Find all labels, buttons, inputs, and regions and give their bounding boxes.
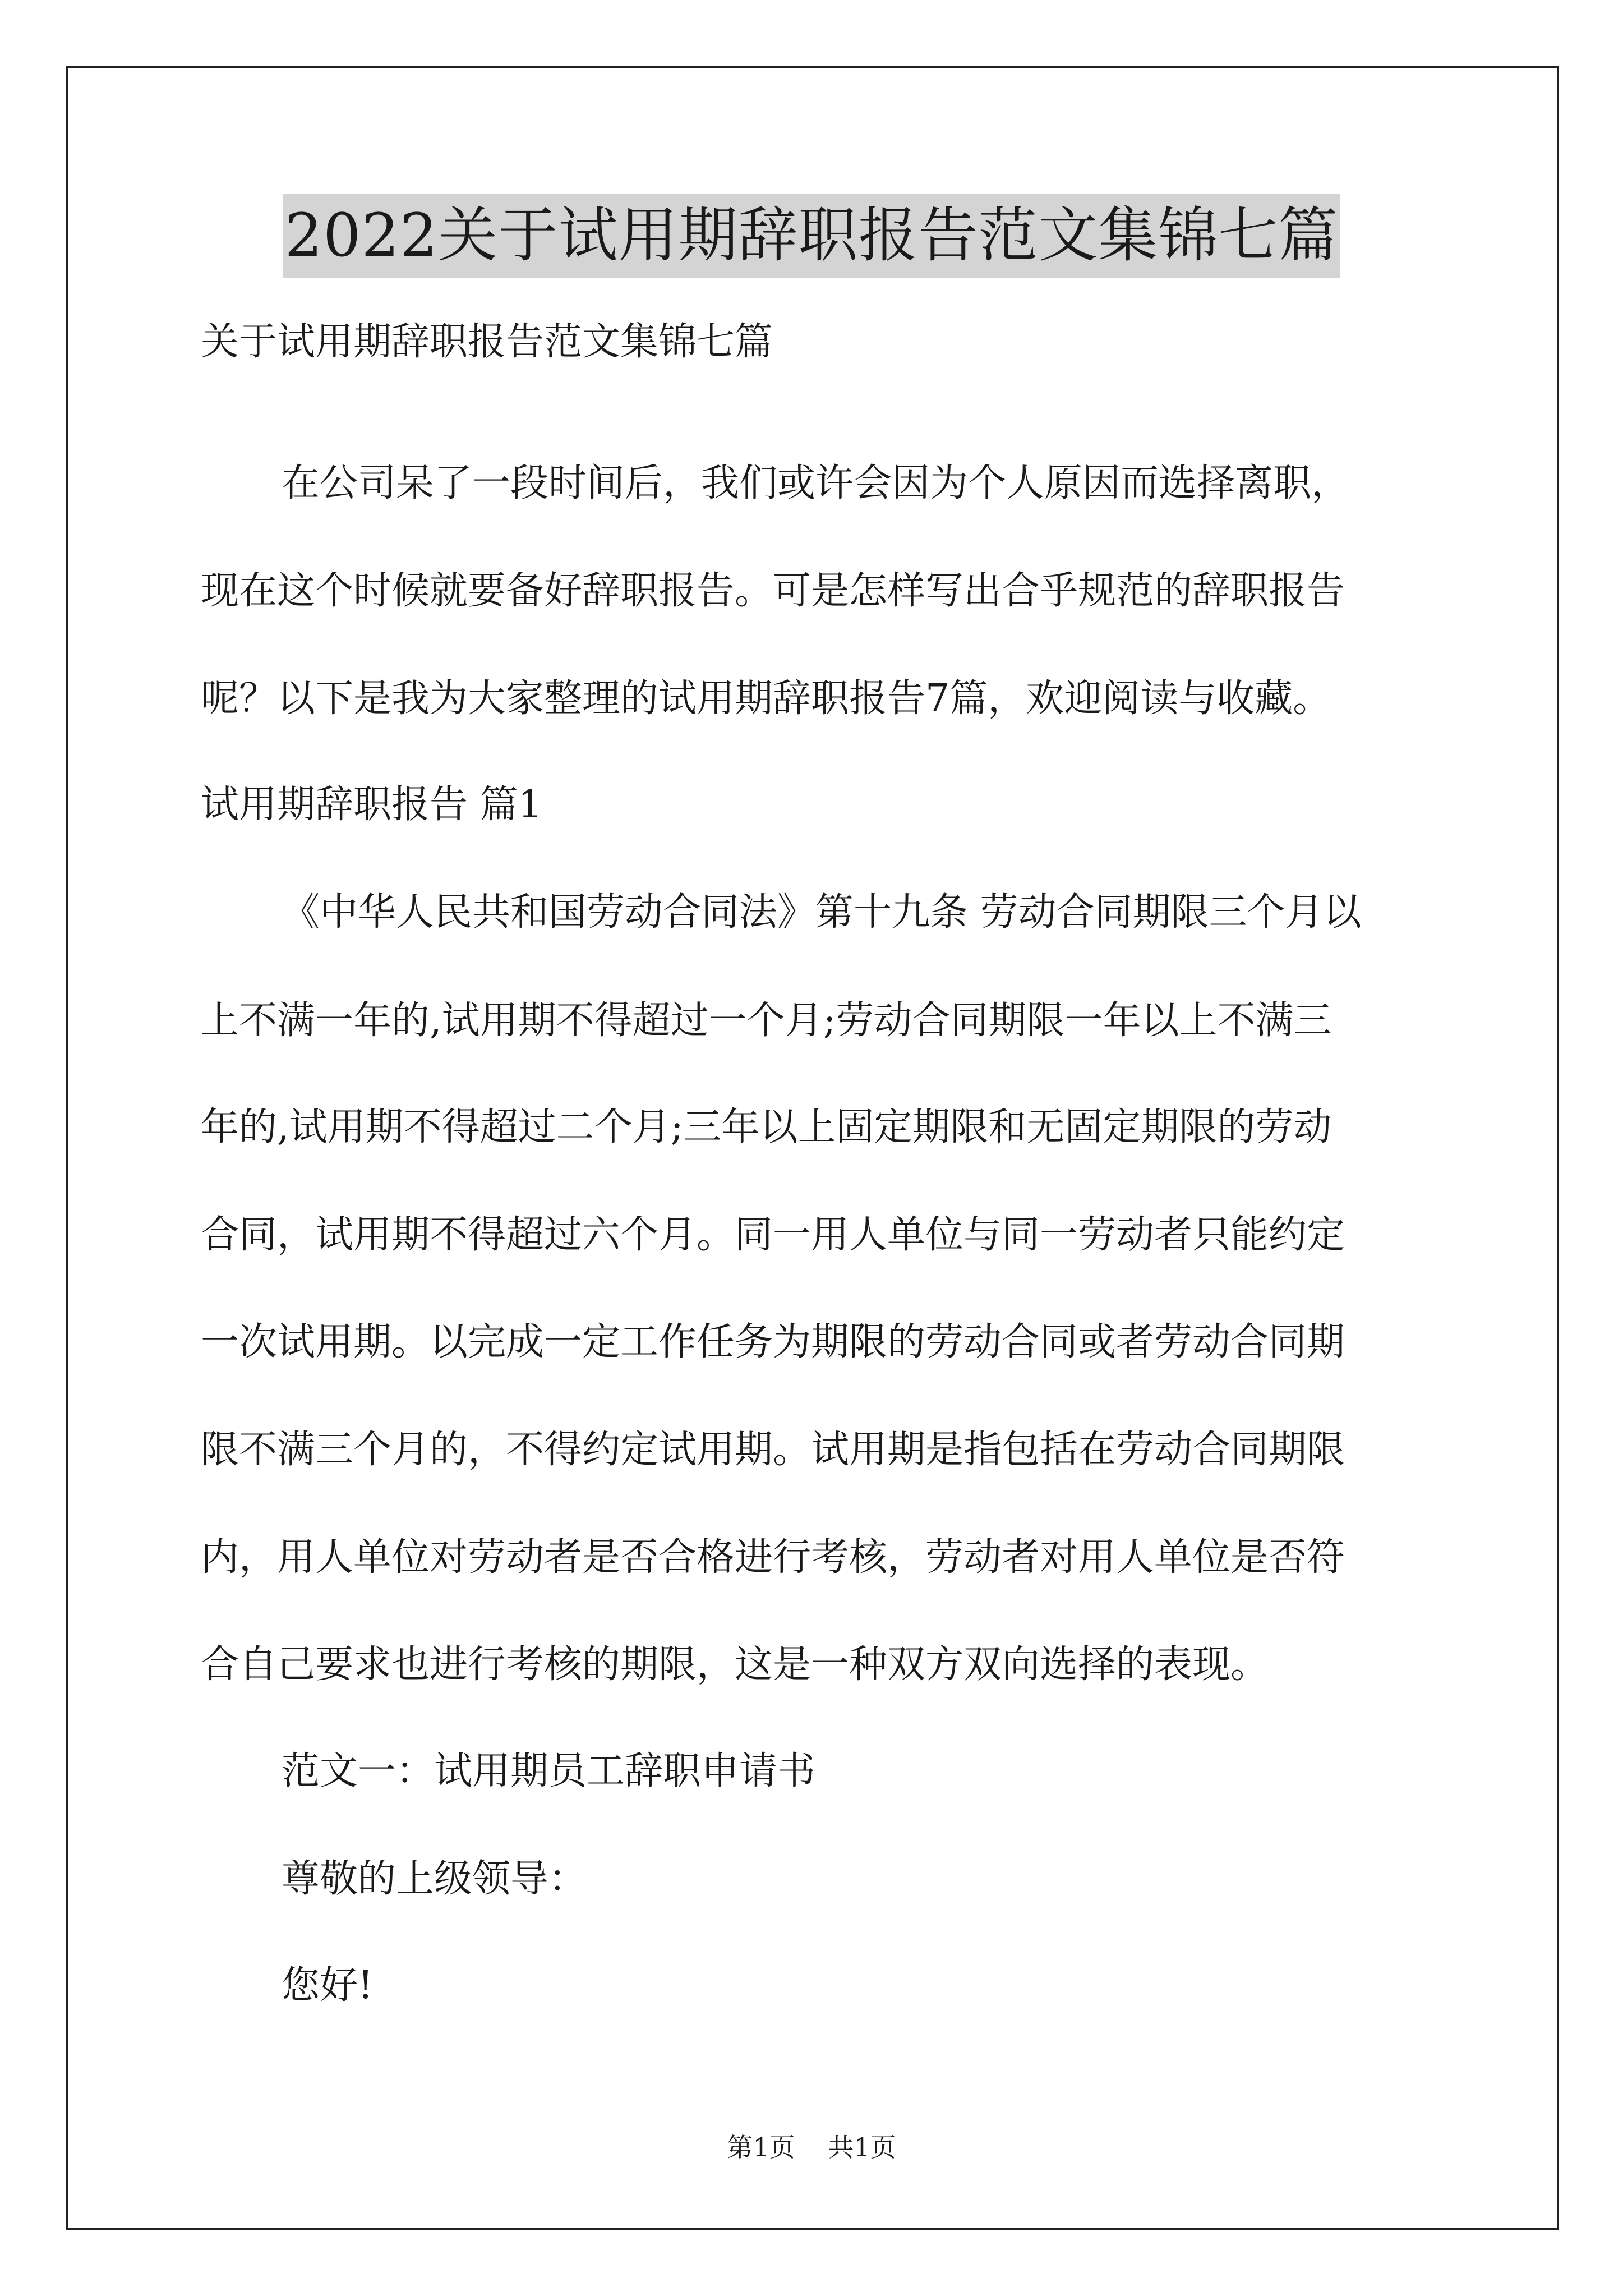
paragraph-line: 呢？以下是我为大家整理的试用期辞职报告7篇，欢迎阅读与收藏。 <box>201 677 1331 721</box>
paragraph-line: 现在这个时候就要备好辞职报告。可是怎样写出合乎规范的辞职报告 <box>201 569 1345 613</box>
paragraph-line: 年的,试用期不得超过二个月;三年以上固定期限和无固定期限的劳动 <box>201 1105 1332 1149</box>
salutation: 尊敬的上级领导： <box>282 1857 587 1901</box>
paragraph-line: 内，用人单位对劳动者是否合格进行考核，劳动者对用人单位是否符 <box>201 1535 1345 1580</box>
page-footer <box>0 2131 1623 2164</box>
paragraph-line: 《中华人民共和国劳动合同法》第十九条 劳动合同期限三个月以 <box>282 890 1362 935</box>
greeting: 您好! <box>282 1963 374 2008</box>
section-heading: 试用期辞职报告 篇1 <box>201 783 542 827</box>
paragraph-line: 一次试用期。以完成一定工作任务为期限的劳动合同或者劳动合同期 <box>201 1320 1345 1364</box>
document-subtitle: 关于试用期辞职报告范文集锦七篇 <box>201 320 773 364</box>
title-block <box>0 194 1623 278</box>
total-pages: 共1页 <box>828 2132 896 2162</box>
paragraph-line: 限不满三个月的，不得约定试用期。试用期是指包括在劳动合同期限 <box>201 1428 1345 1472</box>
document-title: 2022关于试用期辞职报告范文集锦七篇 <box>283 194 1341 278</box>
paragraph-line: 范文一：试用期员工辞职申请书 <box>282 1749 816 1793</box>
paragraph-line: 合自己要求也进行考核的期限，这是一种双方双向选择的表现。 <box>201 1642 1269 1687</box>
page-number: 第1页 <box>727 2132 795 2162</box>
paragraph-line: 在公司呆了一段时间后，我们或许会因为个人原因而选择离职， <box>282 461 1350 505</box>
paragraph-line: 合同，试用期不得超过六个月。同一用人单位与同一劳动者只能约定 <box>201 1213 1345 1257</box>
paragraph-line: 上不满一年的,试用期不得超过一个月;劳动合同期限一年以上不满三 <box>201 999 1332 1043</box>
